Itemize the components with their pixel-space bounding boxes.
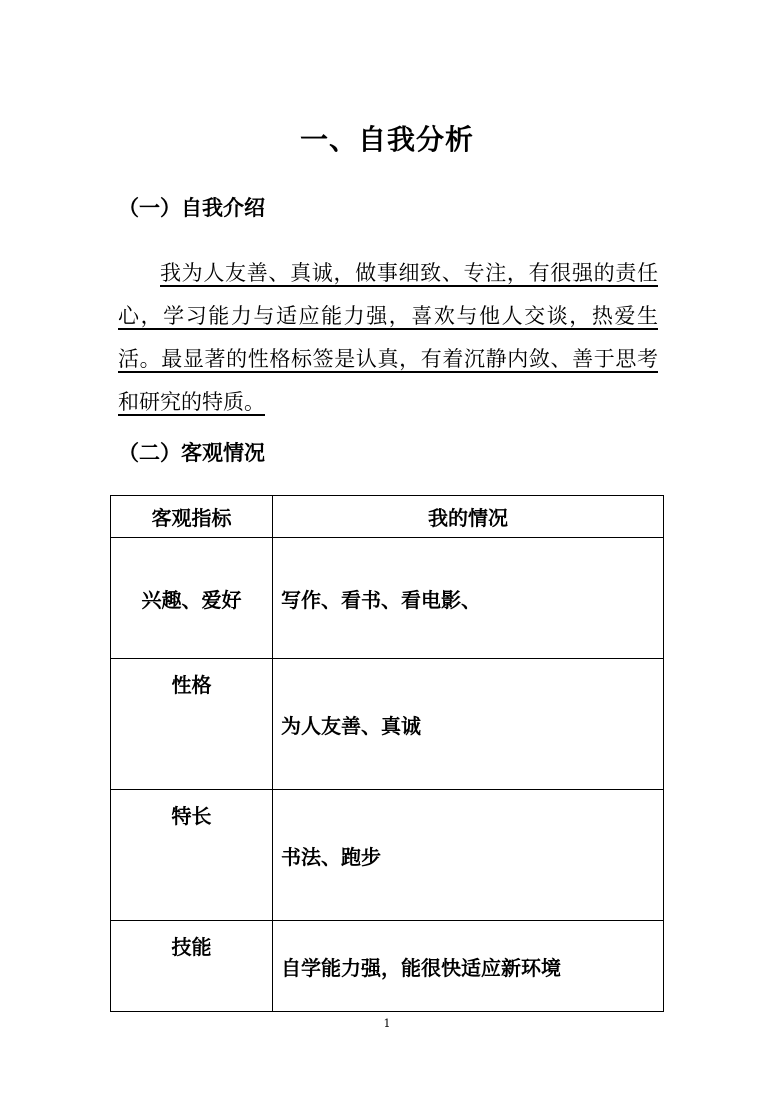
table-header-indicator: 客观指标 [111, 496, 273, 538]
section-heading-self-intro: （一）自我介绍 [118, 196, 265, 220]
table-row [111, 921, 664, 1012]
self-intro-paragraph [118, 252, 658, 424]
table-row [111, 790, 664, 921]
row-value-skills: 自学能力强，能很快适应新环境 [273, 921, 664, 1012]
table-header-situation: 我的情况 [273, 496, 664, 538]
objective-table [110, 495, 664, 1012]
table-header-row [111, 496, 664, 538]
row-label-hobbies: 兴趣、爱好 [111, 538, 273, 659]
self-intro-text: 我为人友善、真诚，做事细致、专注，有很强的责任心，学习能力与适应能力强，喜欢与他人交谈，热爱生活。最显著的性格标签是认真，有着沉静内敛、善于思考和研究的特质。 [118, 261, 658, 414]
row-label-skills: 技能 [111, 921, 273, 1012]
page-title: 一、自我分析 [299, 123, 474, 156]
row-label-specialty: 特长 [111, 790, 273, 921]
row-value-hobbies: 写作、看书、看电影、 [273, 538, 664, 659]
row-value-personality: 为人友善、真诚 [273, 659, 664, 790]
section-heading-objective: （二）客观情况 [118, 441, 265, 465]
row-label-personality: 性格 [111, 659, 273, 790]
table-row [111, 538, 664, 659]
page-number: 1 [383, 1017, 391, 1030]
table-row [111, 659, 664, 790]
row-value-specialty: 书法、跑步 [273, 790, 664, 921]
